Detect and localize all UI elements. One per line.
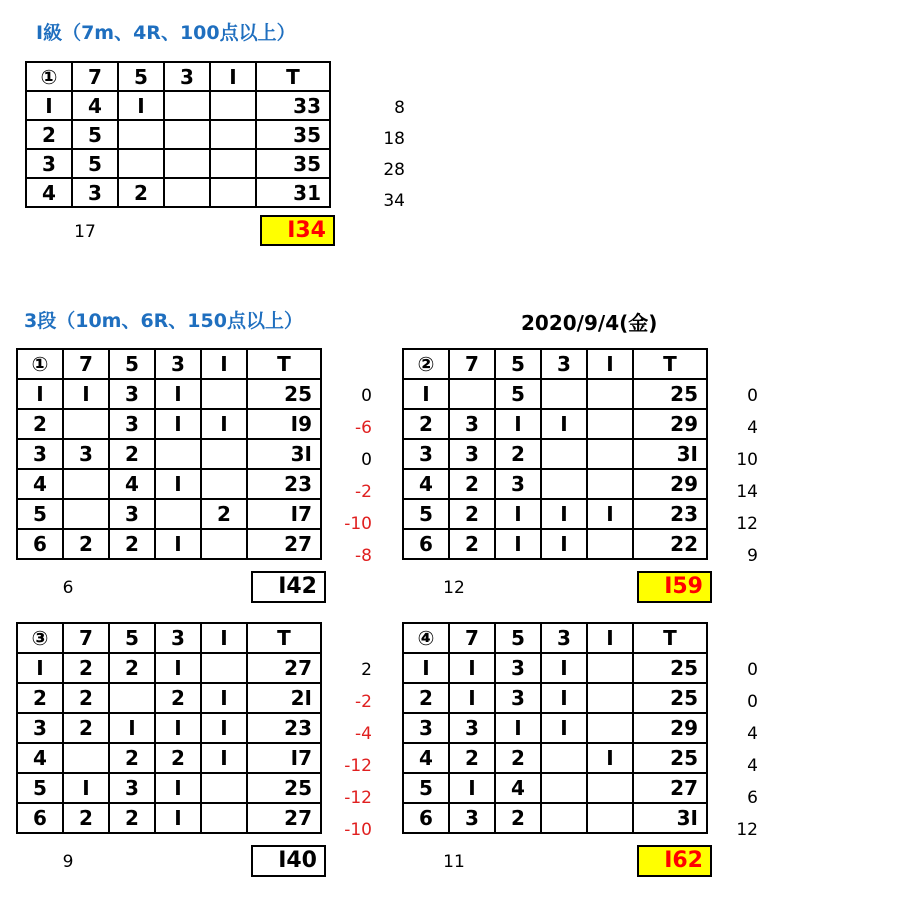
running-diff-value: -10 xyxy=(344,514,372,534)
table-row xyxy=(403,439,707,469)
count-cell xyxy=(587,379,633,409)
count-cell xyxy=(587,773,633,803)
header-cell: 3 xyxy=(155,349,201,379)
round-number-cell: ③ xyxy=(17,623,63,653)
count-cell: Ⅰ xyxy=(201,713,247,743)
table-row xyxy=(403,803,707,833)
count-cell: 3 xyxy=(495,469,541,499)
running-diff-value: 0 xyxy=(747,386,758,406)
table-row xyxy=(403,379,707,409)
count-cell xyxy=(541,379,587,409)
header-cell: Ⅰ xyxy=(210,62,256,91)
table-header-row xyxy=(403,349,707,379)
count-cell: 2 xyxy=(201,499,247,529)
scorecard-1kyu-round-1 xyxy=(25,61,405,243)
count-cell: Ⅰ xyxy=(587,743,633,773)
count-cell xyxy=(201,379,247,409)
count-cell xyxy=(155,499,201,529)
grand-total-box: Ⅰ34 xyxy=(260,215,335,246)
table-row xyxy=(403,683,707,713)
hit-count-value: 11 xyxy=(443,852,465,872)
count-cell xyxy=(164,120,210,149)
table-row xyxy=(403,499,707,529)
count-cell: Ⅰ xyxy=(541,653,587,683)
count-cell: 4 xyxy=(495,773,541,803)
count-cell: Ⅰ xyxy=(155,773,201,803)
end-total-cell: 23 xyxy=(247,469,321,499)
count-cell: 3 xyxy=(109,773,155,803)
count-cell xyxy=(201,773,247,803)
header-cell: 7 xyxy=(63,623,109,653)
header-cell: 5 xyxy=(109,349,155,379)
count-cell xyxy=(201,439,247,469)
round-number-cell: ① xyxy=(26,62,72,91)
table-row xyxy=(17,653,321,683)
count-cell xyxy=(164,91,210,120)
count-cell: Ⅰ xyxy=(541,683,587,713)
count-cell: 3 xyxy=(495,653,541,683)
count-cell xyxy=(155,439,201,469)
header-cell: 7 xyxy=(449,349,495,379)
count-cell: Ⅰ xyxy=(201,409,247,439)
end-total-cell: 27 xyxy=(633,773,707,803)
running-diff-value: 14 xyxy=(736,482,758,502)
running-diff-value: 0 xyxy=(361,450,372,470)
count-cell: 2 xyxy=(495,803,541,833)
table-header-row xyxy=(17,349,321,379)
grand-total-box: Ⅰ62 xyxy=(637,845,712,877)
table-row xyxy=(26,91,330,120)
count-cell: 2 xyxy=(449,743,495,773)
header-cell: Ⅰ xyxy=(201,623,247,653)
end-number-cell: 4 xyxy=(17,743,63,773)
count-cell: Ⅰ xyxy=(155,469,201,499)
count-cell: Ⅰ xyxy=(541,409,587,439)
count-cell xyxy=(587,469,633,499)
table-header-row xyxy=(403,623,707,653)
end-total-cell: 25 xyxy=(247,773,321,803)
count-cell: Ⅰ xyxy=(201,683,247,713)
table-row xyxy=(403,469,707,499)
end-total-cell: 25 xyxy=(247,379,321,409)
header-cell: 3 xyxy=(164,62,210,91)
count-cell: Ⅰ xyxy=(155,713,201,743)
count-cell: 2 xyxy=(449,499,495,529)
running-diff-value: 0 xyxy=(361,386,372,406)
end-total-cell: 29 xyxy=(633,469,707,499)
end-number-cell: 4 xyxy=(403,743,449,773)
running-diff-value: 9 xyxy=(747,546,758,566)
count-cell: 3 xyxy=(72,178,118,207)
count-cell: 2 xyxy=(109,743,155,773)
hit-count-value: 6 xyxy=(62,578,74,598)
count-cell: Ⅰ xyxy=(495,409,541,439)
end-total-cell: 27 xyxy=(247,803,321,833)
count-cell: 2 xyxy=(155,743,201,773)
count-cell: 3 xyxy=(449,713,495,743)
hit-count-value: 9 xyxy=(62,852,74,872)
count-cell xyxy=(541,803,587,833)
count-cell xyxy=(63,409,109,439)
count-cell xyxy=(541,469,587,499)
table-row xyxy=(403,409,707,439)
count-cell xyxy=(201,803,247,833)
end-number-cell: Ⅰ xyxy=(17,379,63,409)
count-cell: Ⅰ xyxy=(63,773,109,803)
running-diff-value: -12 xyxy=(344,788,372,808)
count-cell: 2 xyxy=(109,529,155,559)
end-number-cell: Ⅰ xyxy=(17,653,63,683)
end-number-cell: 4 xyxy=(26,178,72,207)
count-cell: Ⅰ xyxy=(155,803,201,833)
section-title-3dan: 3段（10m、6R、150点以上） xyxy=(24,310,303,332)
end-number-cell: 6 xyxy=(403,529,449,559)
running-diff-value: 4 xyxy=(747,418,758,438)
end-number-cell: 3 xyxy=(403,713,449,743)
table-row xyxy=(17,683,321,713)
round-number-cell: ② xyxy=(403,349,449,379)
scorecard-3dan-round-3 xyxy=(16,622,372,873)
running-diff-value: 28 xyxy=(383,160,405,180)
count-cell xyxy=(587,803,633,833)
end-total-cell: 25 xyxy=(633,683,707,713)
count-cell: 3 xyxy=(449,409,495,439)
count-cell: 2 xyxy=(63,803,109,833)
count-cell: 2 xyxy=(449,469,495,499)
header-cell: 5 xyxy=(495,349,541,379)
score-table xyxy=(25,61,331,208)
count-cell: 2 xyxy=(118,178,164,207)
count-cell xyxy=(63,743,109,773)
running-diff-value: 18 xyxy=(383,129,405,149)
end-number-cell: Ⅰ xyxy=(403,379,449,409)
count-cell: Ⅰ xyxy=(541,529,587,559)
table-row xyxy=(403,773,707,803)
header-cell: Ⅰ xyxy=(587,349,633,379)
header-cell: 3 xyxy=(541,623,587,653)
end-number-cell: 4 xyxy=(403,469,449,499)
table-header-row xyxy=(17,623,321,653)
count-cell: Ⅰ xyxy=(587,499,633,529)
count-cell: 5 xyxy=(495,379,541,409)
end-total-cell: 27 xyxy=(247,529,321,559)
count-cell xyxy=(587,529,633,559)
count-cell: Ⅰ xyxy=(449,653,495,683)
running-diff-value: -12 xyxy=(344,756,372,776)
running-diff-value: 4 xyxy=(747,724,758,744)
running-diff-value: 8 xyxy=(394,98,405,118)
score-table xyxy=(16,622,322,834)
end-total-cell: Ⅰ7 xyxy=(247,743,321,773)
count-cell: Ⅰ xyxy=(155,653,201,683)
running-diff-value: 0 xyxy=(747,692,758,712)
count-cell: 3 xyxy=(449,439,495,469)
table-row xyxy=(26,178,330,207)
running-diff-value: 12 xyxy=(736,820,758,840)
count-cell: 2 xyxy=(63,713,109,743)
header-cell: 5 xyxy=(109,623,155,653)
count-cell: 3 xyxy=(109,409,155,439)
count-cell: Ⅰ xyxy=(109,713,155,743)
end-total-cell: 2Ⅰ xyxy=(247,683,321,713)
end-total-cell: 31 xyxy=(256,178,330,207)
count-cell: 4 xyxy=(109,469,155,499)
header-cell: T xyxy=(256,62,330,91)
end-number-cell: 6 xyxy=(17,803,63,833)
count-cell: Ⅰ xyxy=(155,379,201,409)
end-total-cell: 29 xyxy=(633,409,707,439)
count-cell xyxy=(587,713,633,743)
end-total-cell: 22 xyxy=(633,529,707,559)
count-cell: 3 xyxy=(109,379,155,409)
header-cell: 7 xyxy=(63,349,109,379)
count-cell: Ⅰ xyxy=(449,773,495,803)
running-diff-value: -4 xyxy=(355,724,372,744)
count-cell: 2 xyxy=(495,439,541,469)
count-cell: Ⅰ xyxy=(449,683,495,713)
count-cell: 2 xyxy=(109,803,155,833)
table-row xyxy=(17,499,321,529)
section-title-1kyu: Ⅰ級（7m、4R、100点以上） xyxy=(36,22,296,44)
running-diff-value: -10 xyxy=(344,820,372,840)
table-row xyxy=(17,743,321,773)
header-cell: Ⅰ xyxy=(587,623,633,653)
header-cell: 5 xyxy=(118,62,164,91)
table-row xyxy=(17,469,321,499)
count-cell: 3 xyxy=(449,803,495,833)
end-total-cell: 35 xyxy=(256,120,330,149)
table-row xyxy=(403,529,707,559)
end-number-cell: 3 xyxy=(26,149,72,178)
count-cell: Ⅰ xyxy=(495,529,541,559)
table-row xyxy=(17,713,321,743)
count-cell xyxy=(201,469,247,499)
count-cell: Ⅰ xyxy=(541,713,587,743)
scorecard-3dan-round-2 xyxy=(402,348,758,599)
table-row xyxy=(26,120,330,149)
count-cell xyxy=(164,178,210,207)
scorecard-3dan-round-4 xyxy=(402,622,758,873)
running-diff-value: 34 xyxy=(383,191,405,211)
count-cell: 2 xyxy=(155,683,201,713)
end-number-cell: 6 xyxy=(403,803,449,833)
end-total-cell: 23 xyxy=(633,499,707,529)
header-cell: 5 xyxy=(495,623,541,653)
count-cell: Ⅰ xyxy=(118,91,164,120)
end-number-cell: 2 xyxy=(17,409,63,439)
end-total-cell: 25 xyxy=(633,743,707,773)
score-table xyxy=(402,622,708,834)
count-cell xyxy=(541,743,587,773)
end-total-cell: 25 xyxy=(633,379,707,409)
running-diff-value: 10 xyxy=(736,450,758,470)
count-cell xyxy=(587,409,633,439)
table-row xyxy=(17,379,321,409)
end-number-cell: 5 xyxy=(403,773,449,803)
table-row xyxy=(17,803,321,833)
count-cell xyxy=(118,149,164,178)
grand-total-box: Ⅰ40 xyxy=(251,845,326,877)
table-row xyxy=(17,439,321,469)
count-cell: 3 xyxy=(109,499,155,529)
end-total-cell: 27 xyxy=(247,653,321,683)
count-cell: 3 xyxy=(495,683,541,713)
running-diff-value: 4 xyxy=(747,756,758,776)
count-cell xyxy=(201,653,247,683)
running-diff-value: 12 xyxy=(736,514,758,534)
header-cell: 3 xyxy=(155,623,201,653)
count-cell: 5 xyxy=(72,120,118,149)
count-cell xyxy=(210,120,256,149)
header-cell: Ⅰ xyxy=(201,349,247,379)
end-number-cell: 2 xyxy=(403,409,449,439)
count-cell: Ⅰ xyxy=(495,713,541,743)
hit-count-value: 17 xyxy=(74,222,96,242)
score-table xyxy=(16,348,322,560)
header-cell: 7 xyxy=(449,623,495,653)
count-cell xyxy=(541,773,587,803)
end-total-cell: Ⅰ9 xyxy=(247,409,321,439)
count-cell: 2 xyxy=(63,683,109,713)
score-table xyxy=(402,348,708,560)
end-total-cell: 35 xyxy=(256,149,330,178)
date-label: 2020/9/4(金) xyxy=(521,311,658,335)
count-cell xyxy=(210,178,256,207)
end-total-cell: 29 xyxy=(633,713,707,743)
running-diff-value: -2 xyxy=(355,692,372,712)
count-cell xyxy=(63,499,109,529)
grand-total-box: Ⅰ42 xyxy=(251,571,326,603)
count-cell xyxy=(210,91,256,120)
end-number-cell: Ⅰ xyxy=(403,653,449,683)
running-diff-value: 2 xyxy=(361,660,372,680)
end-number-cell: 3 xyxy=(403,439,449,469)
running-diff-value: -2 xyxy=(355,482,372,502)
running-diff-value: -8 xyxy=(355,546,372,566)
end-number-cell: 3 xyxy=(17,713,63,743)
count-cell: Ⅰ xyxy=(155,529,201,559)
count-cell xyxy=(210,149,256,178)
count-cell: Ⅰ xyxy=(155,409,201,439)
table-row xyxy=(17,773,321,803)
table-header-row xyxy=(26,62,330,91)
end-number-cell: 5 xyxy=(17,499,63,529)
end-number-cell: 2 xyxy=(26,120,72,149)
end-total-cell: 25 xyxy=(633,653,707,683)
count-cell: 2 xyxy=(109,439,155,469)
table-row xyxy=(403,743,707,773)
grand-total-box: Ⅰ59 xyxy=(637,571,712,603)
count-cell: 2 xyxy=(63,529,109,559)
end-number-cell: 6 xyxy=(17,529,63,559)
header-cell: T xyxy=(247,349,321,379)
count-cell xyxy=(201,529,247,559)
count-cell xyxy=(63,469,109,499)
count-cell xyxy=(164,149,210,178)
count-cell xyxy=(109,683,155,713)
end-total-cell: 23 xyxy=(247,713,321,743)
round-number-cell: ④ xyxy=(403,623,449,653)
count-cell: 2 xyxy=(63,653,109,683)
header-cell: T xyxy=(633,349,707,379)
end-total-cell: 3Ⅰ xyxy=(247,439,321,469)
count-cell: Ⅰ xyxy=(201,743,247,773)
end-number-cell: 2 xyxy=(17,683,63,713)
count-cell xyxy=(449,379,495,409)
table-row xyxy=(26,149,330,178)
count-cell xyxy=(587,439,633,469)
hit-count-value: 12 xyxy=(443,578,465,598)
scorecard-3dan-round-1 xyxy=(16,348,372,599)
end-total-cell: 33 xyxy=(256,91,330,120)
count-cell: 2 xyxy=(449,529,495,559)
count-cell: 5 xyxy=(72,149,118,178)
count-cell xyxy=(118,120,164,149)
count-cell xyxy=(587,653,633,683)
end-number-cell: Ⅰ xyxy=(26,91,72,120)
end-number-cell: 5 xyxy=(17,773,63,803)
count-cell: 2 xyxy=(495,743,541,773)
header-cell: T xyxy=(247,623,321,653)
end-number-cell: 2 xyxy=(403,683,449,713)
running-diff-value: 0 xyxy=(747,660,758,680)
table-row xyxy=(17,409,321,439)
header-cell: T xyxy=(633,623,707,653)
round-number-cell: ① xyxy=(17,349,63,379)
running-diff-value: 6 xyxy=(747,788,758,808)
header-cell: 3 xyxy=(541,349,587,379)
table-row xyxy=(403,713,707,743)
end-total-cell: Ⅰ7 xyxy=(247,499,321,529)
end-number-cell: 5 xyxy=(403,499,449,529)
end-number-cell: 4 xyxy=(17,469,63,499)
count-cell: 3 xyxy=(63,439,109,469)
count-cell: 2 xyxy=(109,653,155,683)
end-number-cell: 3 xyxy=(17,439,63,469)
count-cell: Ⅰ xyxy=(63,379,109,409)
table-row xyxy=(403,653,707,683)
count-cell: Ⅰ xyxy=(541,499,587,529)
running-diff-value: -6 xyxy=(355,418,372,438)
count-cell: Ⅰ xyxy=(495,499,541,529)
end-total-cell: 3Ⅰ xyxy=(633,439,707,469)
count-cell: 4 xyxy=(72,91,118,120)
count-cell xyxy=(587,683,633,713)
header-cell: 7 xyxy=(72,62,118,91)
table-row xyxy=(17,529,321,559)
end-total-cell: 3Ⅰ xyxy=(633,803,707,833)
count-cell xyxy=(541,439,587,469)
